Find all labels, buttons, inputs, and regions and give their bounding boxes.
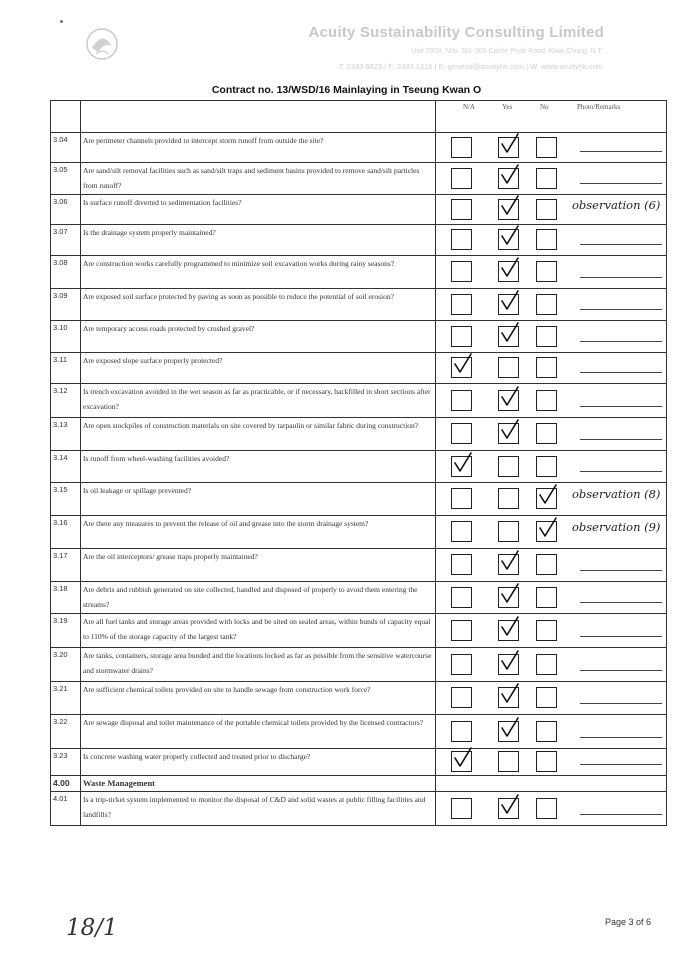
checkbox-yes[interactable] [498, 751, 519, 772]
check-mark-icon [538, 484, 558, 508]
item-number: 3.18 [51, 582, 81, 614]
section-row [51, 776, 667, 792]
checkbox-na[interactable] [451, 798, 472, 819]
checkbox-na[interactable] [451, 721, 472, 742]
remark-line [580, 341, 662, 342]
item-number: 3.06 [51, 195, 81, 225]
checkbox-no[interactable] [536, 137, 557, 158]
answer-cell [436, 353, 667, 384]
item-number: 4.01 [51, 792, 81, 826]
table-header-row [51, 101, 667, 133]
answer-cell [436, 225, 667, 256]
answer-cell [436, 451, 667, 483]
table-row [51, 353, 667, 384]
remark-line [580, 244, 662, 245]
checkbox-yes[interactable] [498, 390, 519, 411]
table-row [51, 133, 667, 163]
scan-dot [60, 20, 63, 23]
checkbox-no[interactable] [536, 751, 557, 772]
answer-cell [436, 256, 667, 289]
remark-line [580, 183, 662, 184]
answer-cell [436, 195, 667, 225]
checkbox-yes[interactable] [498, 687, 519, 708]
item-question: Are sand/silt removal facilities such as sand/silt traps and sediment basins provided to remove sand/silt particles from runoff? [81, 163, 436, 195]
answer-cell [436, 582, 667, 614]
check-mark-icon [500, 583, 520, 607]
checkbox-no[interactable] [536, 390, 557, 411]
answer-cell [436, 163, 667, 195]
checkbox-yes[interactable] [498, 521, 519, 542]
remark-line [580, 670, 662, 671]
company-contact: T: 2333 6823 | F: 2333 1316 | E: general@acuityhk.com | W: www.acuityhk.com [338, 62, 603, 71]
check-mark-icon [500, 550, 520, 574]
item-number: 3.23 [51, 749, 81, 776]
checkbox-yes[interactable] [498, 357, 519, 378]
table-row [51, 384, 667, 418]
col-remarks: Photo/Remarks [577, 103, 621, 111]
check-mark-icon [500, 225, 520, 249]
item-question: Is runoff from wheel-washing facilities avoided? [81, 451, 436, 483]
checkbox-na[interactable] [451, 456, 472, 477]
remark-line [580, 309, 662, 310]
checkbox-na[interactable] [451, 390, 472, 411]
answer-cell [436, 749, 667, 776]
checkbox-na[interactable] [451, 423, 472, 444]
table-row [51, 289, 667, 321]
page-number: Page 3 of 6 [604, 917, 651, 927]
item-number: 3.09 [51, 289, 81, 321]
answer-cell [436, 682, 667, 715]
item-number: 3.16 [51, 516, 81, 549]
table-row [51, 256, 667, 289]
company-logo-icon [78, 18, 126, 76]
item-question: Is surface runoff diverted to sedimentation facilities? [81, 195, 436, 225]
item-question: Are open stockpiles of construction materials on site covered by tarpaulin or similar fabric during construction? [81, 418, 436, 451]
table-row [51, 792, 667, 826]
checkbox-yes[interactable] [498, 168, 519, 189]
answer-cell [436, 648, 667, 682]
section-title: Waste Management [81, 776, 436, 792]
checkbox-na[interactable] [451, 137, 472, 158]
table-row [51, 549, 667, 582]
answer-cell [436, 418, 667, 451]
checkbox-no[interactable] [536, 721, 557, 742]
checkbox-no[interactable] [536, 554, 557, 575]
item-number: 3.14 [51, 451, 81, 483]
checkbox-no[interactable] [536, 168, 557, 189]
table-row [51, 614, 667, 648]
item-number: 3.22 [51, 715, 81, 749]
check-mark-icon [500, 164, 520, 188]
answer-cell [436, 289, 667, 321]
checkbox-yes[interactable] [498, 229, 519, 250]
item-number: 3.07 [51, 225, 81, 256]
table-row [51, 225, 667, 256]
checkbox-yes[interactable] [498, 721, 519, 742]
item-question: Are construction works carefully programmed to minimize soil excavation works during rainy seasons? [81, 256, 436, 289]
checkbox-na[interactable] [451, 229, 472, 250]
item-question: Are there any measures to prevent the release of oil and grease into the storm drainage system? [81, 516, 436, 549]
item-question: Is trench excavation avoided in the wet season as far as practicable, or if necessary, backfilled in short sections after excavation? [81, 384, 436, 418]
item-number: 3.04 [51, 133, 81, 163]
checkbox-yes[interactable] [498, 456, 519, 477]
handwritten-initials: 18/1 [66, 915, 118, 941]
item-question: Is the drainage system properly maintained? [81, 225, 436, 256]
table-row [51, 648, 667, 682]
remark-line [580, 471, 662, 472]
remark-line [580, 439, 662, 440]
item-number: 3.21 [51, 682, 81, 715]
answer-cell [436, 715, 667, 749]
check-mark-icon [500, 650, 520, 674]
checkbox-yes[interactable] [498, 488, 519, 509]
check-mark-icon [500, 322, 520, 346]
checkbox-yes[interactable] [498, 654, 519, 675]
table-row [51, 516, 667, 549]
table-row [51, 715, 667, 749]
check-mark-icon [500, 616, 520, 640]
answer-cell [436, 614, 667, 648]
check-mark-icon [538, 517, 558, 541]
remark-line [580, 570, 662, 571]
checkbox-na[interactable] [451, 199, 472, 220]
item-question: Are tanks, containers, storage area bunded and the locations locked as far as possible from the sensitive watercourse and stormwater drains? [81, 648, 436, 682]
checkbox-no[interactable] [536, 294, 557, 315]
item-question: Are all fuel tanks and storage areas provided with locks and be sited on sealed areas, within bunds of capacity equal to 110% of the storage capacity of the largest tank? [81, 614, 436, 648]
item-number: 3.11 [51, 353, 81, 384]
remark-line [580, 764, 662, 765]
checkbox-yes[interactable] [498, 326, 519, 347]
section-number: 4.00 [51, 776, 81, 792]
checkbox-no[interactable] [536, 326, 557, 347]
remark-line [580, 372, 662, 373]
page-title: Contract no. 13/WSD/16 Mainlaying in Tseung Kwan O [211, 84, 482, 96]
item-number: 3.15 [51, 483, 81, 516]
remark-handwriting: observation (9) [572, 520, 661, 534]
remark-line [580, 636, 662, 637]
remark-line [580, 703, 662, 704]
item-question: Are temporary access roads protected by crushed gravel? [81, 321, 436, 353]
item-question: Are sufficient chemical toilets provided on site to handle sewage from construction work force? [81, 682, 436, 715]
checkbox-na[interactable] [451, 326, 472, 347]
check-mark-icon [500, 419, 520, 443]
answer-cell [436, 321, 667, 353]
item-number: 3.17 [51, 549, 81, 582]
checkbox-na[interactable] [451, 687, 472, 708]
checkbox-no[interactable] [536, 798, 557, 819]
remark-line [580, 151, 662, 152]
remark-handwriting: observation (6) [572, 197, 661, 212]
item-number: 3.08 [51, 256, 81, 289]
item-number: 3.20 [51, 648, 81, 682]
table-row [51, 483, 667, 516]
answer-cell [436, 549, 667, 582]
checkbox-yes[interactable] [498, 620, 519, 641]
checkbox-no[interactable] [536, 521, 557, 542]
item-question: Are perimeter channels provided to intercept storm runoff from outside the site? [81, 133, 436, 163]
check-mark-icon [453, 747, 473, 771]
checkbox-na[interactable] [451, 521, 472, 542]
checkbox-yes[interactable] [498, 423, 519, 444]
checkbox-no[interactable] [536, 687, 557, 708]
checkbox-yes[interactable] [498, 587, 519, 608]
checkbox-no[interactable] [536, 620, 557, 641]
item-number: 3.19 [51, 614, 81, 648]
answer-cell [436, 792, 667, 826]
col-no: No [540, 103, 549, 111]
item-number: 3.12 [51, 384, 81, 418]
answer-cell [436, 384, 667, 418]
col-yes: Yes [502, 103, 513, 111]
table-row [51, 418, 667, 451]
item-number: 3.13 [51, 418, 81, 451]
checklist-table [50, 100, 667, 826]
item-question: Are exposed slope surface properly protected? [81, 353, 436, 384]
check-mark-icon [500, 717, 520, 741]
checkbox-yes[interactable] [498, 199, 519, 220]
checkbox-na[interactable] [451, 261, 472, 282]
checkbox-na[interactable] [451, 587, 472, 608]
table-row [51, 195, 667, 225]
item-question: Are debris and rubbish generated on site collected, handled and disposed of properly to avoid them entering the streams? [81, 582, 436, 614]
remark-handwriting: observation (8) [572, 487, 661, 501]
checkbox-no[interactable] [536, 261, 557, 282]
item-question: Is oil leakage or spillage prevented? [81, 483, 436, 516]
check-mark-icon [500, 683, 520, 707]
checkbox-yes[interactable] [498, 554, 519, 575]
checkbox-no[interactable] [536, 456, 557, 477]
checkbox-na[interactable] [451, 294, 472, 315]
remark-line [580, 737, 662, 738]
item-question: Are sewage disposal and toilet maintenance of the portable chemical toilets provided by the licensed contractors? [81, 715, 436, 749]
answer-cell [436, 483, 667, 516]
item-number: 3.05 [51, 163, 81, 195]
checkbox-na[interactable] [451, 620, 472, 641]
checkbox-no[interactable] [536, 229, 557, 250]
checkbox-yes[interactable] [498, 137, 519, 158]
table-row [51, 451, 667, 483]
checkbox-no[interactable] [536, 587, 557, 608]
checkbox-na[interactable] [451, 554, 472, 575]
check-mark-icon [500, 386, 520, 410]
checkbox-no[interactable] [536, 654, 557, 675]
item-question: Is concrete washing water properly collected and treated prior to discharge? [81, 749, 436, 776]
checkbox-no[interactable] [536, 488, 557, 509]
checkbox-yes[interactable] [498, 261, 519, 282]
item-question: Is a trip-ticket system implemented to monitor the disposal of C&D and solid wastes at public filling facilities and landfills? [81, 792, 436, 826]
item-question: Are exposed soil surface protected by paving as soon as possible to reduce the potential of soil erosion? [81, 289, 436, 321]
table-row [51, 163, 667, 195]
answer-cell [436, 516, 667, 549]
item-number: 3.10 [51, 321, 81, 353]
checkbox-na[interactable] [451, 488, 472, 509]
remark-line [580, 814, 662, 815]
checkbox-na[interactable] [451, 168, 472, 189]
checkbox-no[interactable] [536, 199, 557, 220]
checkbox-na[interactable] [451, 751, 472, 772]
checkbox-yes[interactable] [498, 798, 519, 819]
table-row [51, 582, 667, 614]
item-question: Are the oil interceptors/ grease traps properly maintained? [81, 549, 436, 582]
remark-line [580, 602, 662, 603]
check-mark-icon [453, 452, 473, 476]
col-na: N/A [463, 103, 476, 111]
checkbox-na[interactable] [451, 357, 472, 378]
check-mark-icon [453, 353, 473, 377]
check-mark-icon [500, 257, 520, 281]
checkbox-no[interactable] [536, 357, 557, 378]
checkbox-yes[interactable] [498, 294, 519, 315]
remark-line [580, 406, 662, 407]
check-mark-icon [500, 794, 520, 818]
company-name: Acuity Sustainability Consulting Limited [308, 24, 604, 41]
answer-cell [436, 133, 667, 163]
checkbox-no[interactable] [536, 423, 557, 444]
checkbox-na[interactable] [451, 654, 472, 675]
check-mark-icon [500, 195, 520, 219]
remark-line [580, 277, 662, 278]
table-row [51, 682, 667, 715]
check-mark-icon [500, 290, 520, 314]
company-address: Unit 7908, Nov. 301-305 Castle Peak Road, Kwai Chung, N.T. [411, 48, 603, 55]
table-row [51, 749, 667, 776]
table-row [51, 321, 667, 353]
check-mark-icon [500, 133, 520, 157]
